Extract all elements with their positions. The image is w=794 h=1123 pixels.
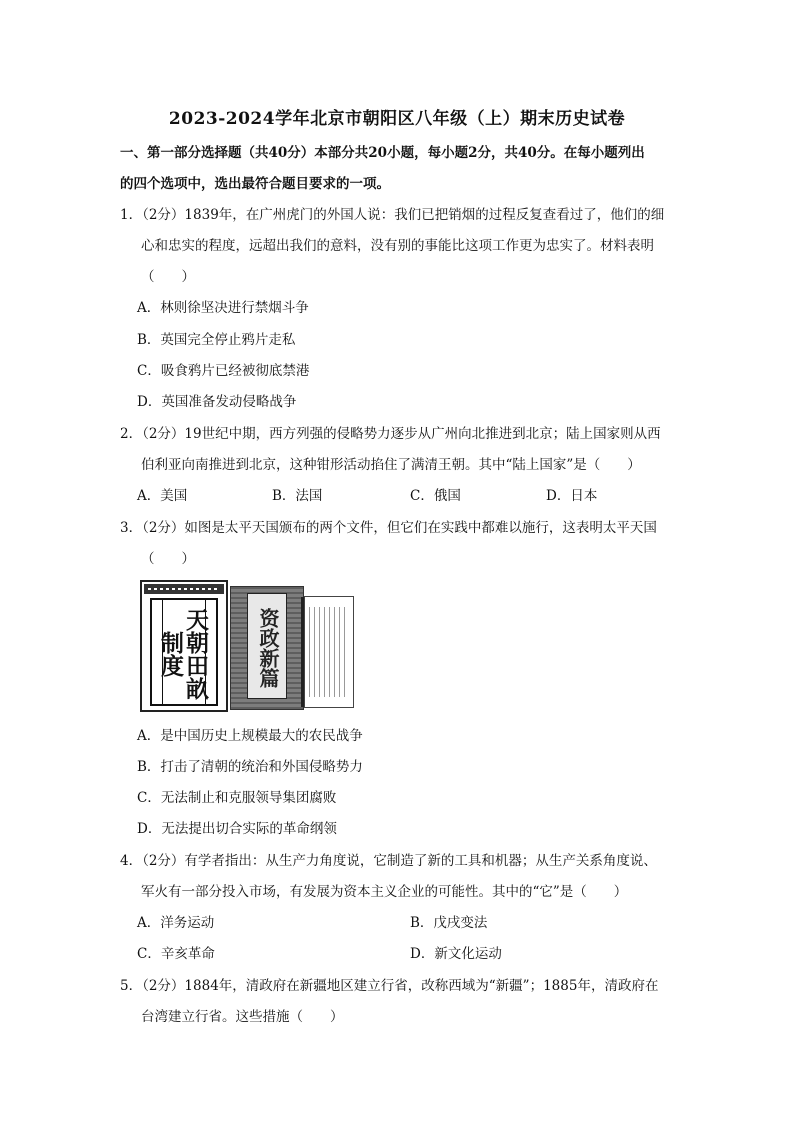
q5-stem-line2: 台湾建立行省。这些措施（ ） [141,1009,344,1025]
doc1-header-band [144,584,224,594]
q3-option-b[interactable]: B．打击了清朝的统治和外国侵略势力 [137,759,363,775]
q5-stem-line1: 5．（2分）1884年，清政府在新疆地区建立行省，改称西域为“新疆”；1885年，清政府在 [120,978,659,994]
q4-option-a[interactable]: A．洋务运动 [137,915,215,931]
q2-stem-line2: 伯利亚向南推进到北京，这种钳形活动掐住了满清王朝。其中“陆上国家”是（ ） [141,457,641,473]
q1-option-a[interactable]: A．林则徐坚决进行禁烟斗争 [137,300,309,316]
q4-stem-line1: 4．（2分）有学者指出：从生产力角度说，它制造了新的工具和机器；从生产关系角度说、 [120,853,657,869]
page-title: 2023-2024学年北京市朝阳区八年级（上）期末历史试卷 [168,109,626,129]
q1-stem-line1: 1．（2分）1839年，在广州虎门的外国人说：我们已把销烟的过程反复查看过了，他们的细 [120,207,665,223]
q2-option-c[interactable]: C．俄国 [410,488,461,504]
q2-option-a[interactable]: A．美国 [137,488,188,504]
q3-option-a[interactable]: A．是中国历史上规模最大的农民战争 [137,728,363,744]
taiping-documents-figure [140,580,356,712]
q2-option-d[interactable]: D．日本 [546,488,598,504]
section-instruction-line1: 一、第一部分选择题（共40分）本部分共20小题，每小题2分，共40分。在每小题列出 [120,145,645,161]
section-instruction-line2: 的四个选项中，选出最符合题目要求的一项。 [120,176,390,192]
open-book-page [304,596,354,708]
q1-option-c[interactable]: C．吸食鸦片已经被彻底禁港 [137,363,310,379]
q3-option-c[interactable]: C．无法制止和克服领导集团腐败 [137,790,337,806]
q3-stem-line1: 3．（2分）如图是太平天国颁布的两个文件，但它们在实践中都难以施行，这表明太平天国 [120,520,657,536]
q4-option-b[interactable]: B．戊戌变法 [410,915,488,931]
doc2-title: 资政新篇 [256,608,280,688]
doc1-title: 天朝田畝制度 [157,608,209,700]
q1-option-b[interactable]: B．英国完全停止鸦片走私 [137,332,296,348]
q3-answer-blank: （ ） [141,551,195,567]
q2-stem-line1: 2．（2分）19世纪中期，西方列强的侵略势力逐步从广州向北推进到北京；陆上国家则从西 [120,426,661,442]
q1-option-d[interactable]: D．英国准备发动侵略战争 [137,394,297,410]
q4-stem-line2: 军火有一部分投入市场，有发展为资本主义企业的可能性。其中的“它”是（ ） [141,884,628,900]
tianchao-tianmu-document [140,580,228,712]
q1-answer-blank: （ ） [141,269,195,285]
q4-option-d[interactable]: D．新文化运动 [410,946,502,962]
q4-option-c[interactable]: C．辛亥革命 [137,946,215,962]
q3-option-d[interactable]: D．无法提出切合实际的革命纲领 [137,821,337,837]
q2-option-b[interactable]: B．法国 [272,488,323,504]
zizheng-xinpian-document [230,586,304,710]
q1-stem-line2: 心和忠实的程度，远超出我们的意料，没有别的事能比这项工作更为忠实了。材料表明 [141,238,654,254]
